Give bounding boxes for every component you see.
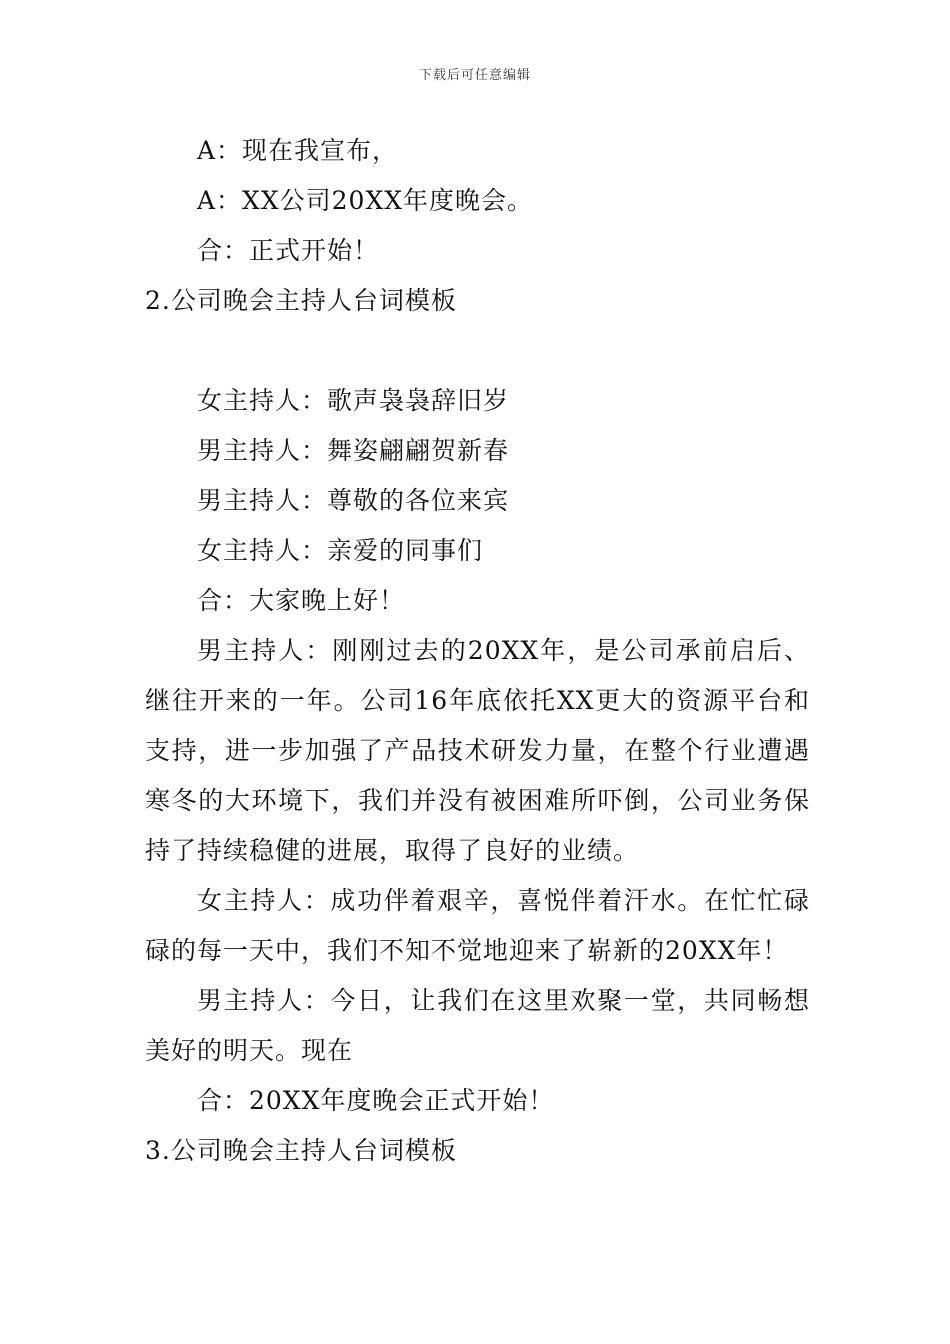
dialogue-line: 合：20XX年度晚会正式开始！ [197,1086,555,1115]
section-heading: 2.公司晚会主持人台词模板 [145,286,457,315]
dialogue-line: 合：正式开始！ [197,236,380,265]
blank-line [145,326,810,376]
dialogue-paragraph: 男主持人：刚刚过去的20XX年，是公司承前启后、继往开来的一年。公司16年底依托XX更大的资源平台和支持，进一步加强了产品技术研发力量，在整个行业遭遇寒冬的大环境下，我们并没有被困难所吓倒，公司业务保持了持续稳健的进展，取得了良好的业绩。 [145,636,810,865]
document-body [145,126,810,1176]
dialogue-paragraph: 女主持人：成功伴着艰辛，喜悦伴着汗水。在忙忙碌碌的每一天中，我们不知不觉地迎来了崭新的20XX年！ [145,886,810,965]
page-header-note: 下载后可任意编辑 [418,68,531,83]
dialogue-line: 合：大家晚上好！ [197,586,406,615]
dialogue-line: 男主持人：舞姿翩翩贺新春 [197,436,510,465]
dialogue-line: 女主持人：亲爱的同事们 [197,536,484,565]
dialogue-line: A：现在我宣布， [197,136,399,165]
dialogue-line: 女主持人：歌声袅袅辞旧岁 [197,386,510,415]
dialogue-line: 男主持人：尊敬的各位来宾 [197,486,510,515]
section-heading: 3.公司晚会主持人台词模板 [145,1136,457,1165]
dialogue-paragraph: 男主持人：今日，让我们在这里欢聚一堂，共同畅想美好的明天。现在 [145,986,810,1065]
dialogue-line: A：XX公司20XX年度晚会。 [197,186,534,215]
